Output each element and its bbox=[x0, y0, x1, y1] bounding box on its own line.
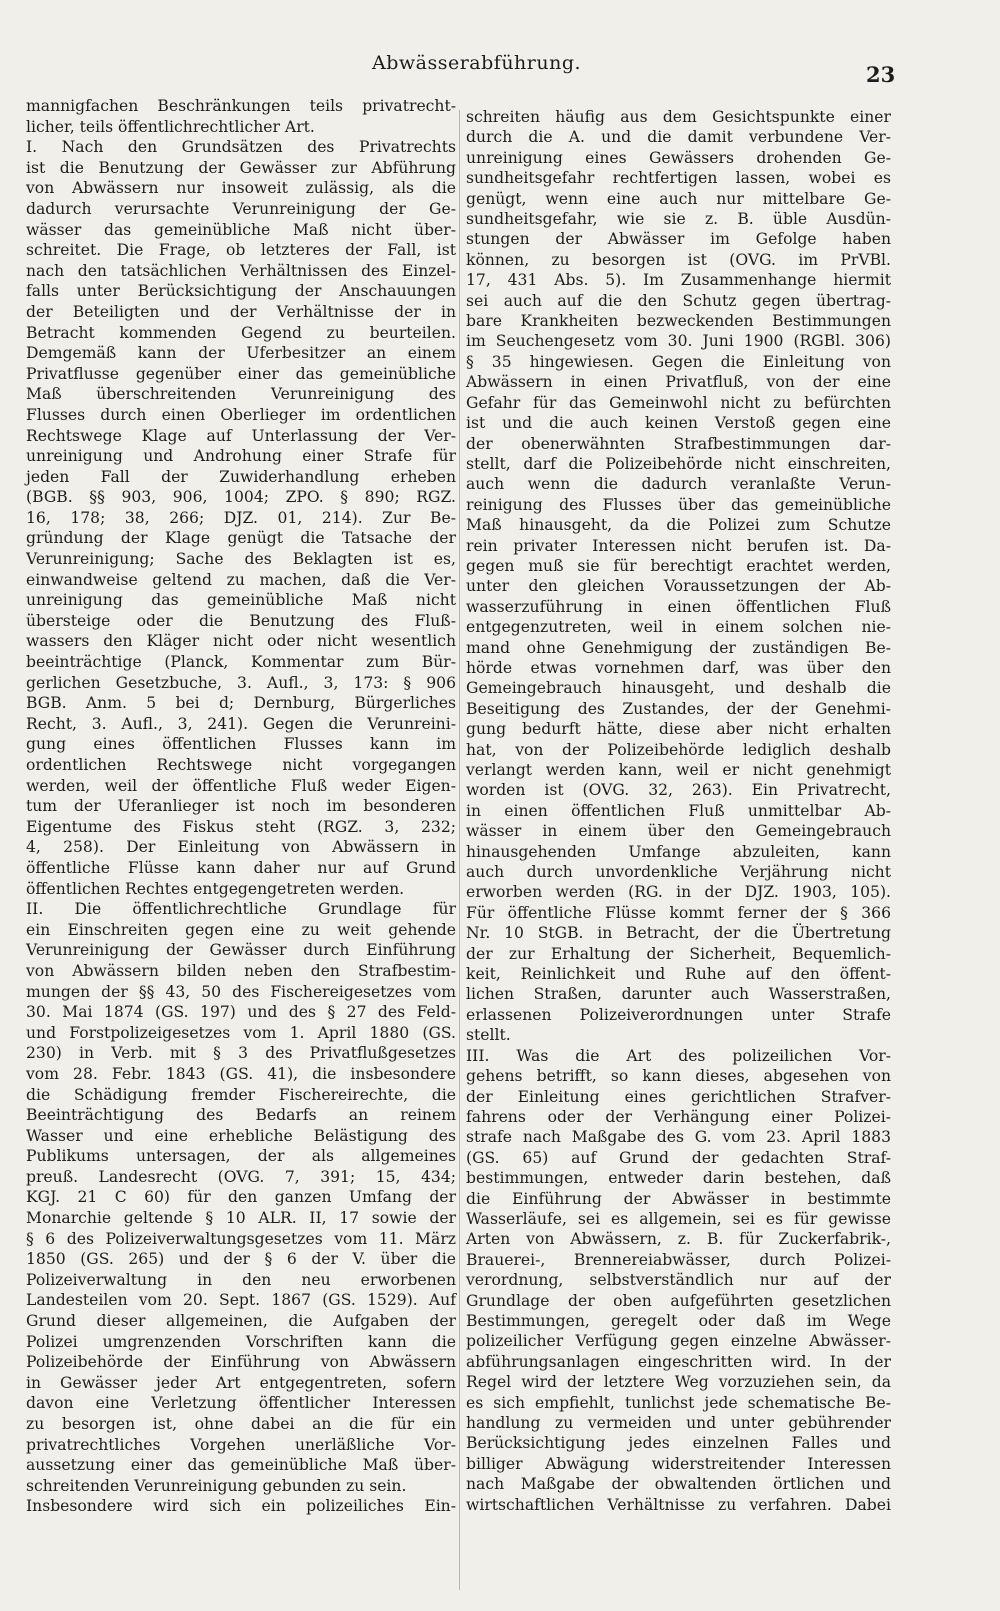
text-line: die Schädigung fremder Fischereirechte, die bbox=[26, 1085, 456, 1104]
text-line: Gemeingebrauch hinausgeht, und deshalb die bbox=[466, 679, 891, 698]
text-line: Demgemäß kann der Uferbesitzer an einem bbox=[26, 344, 456, 363]
text-line: billiger Abwägung widerstreitender Interessen bbox=[466, 1454, 891, 1473]
text-line: bare Krankheiten bezweckenden Bestimmungen bbox=[466, 312, 891, 331]
text-line: dadurch verursachte Verunreinigung der Ge- bbox=[26, 199, 456, 218]
text-line: Beeinträchtigung des Bedarfs an reinem bbox=[26, 1106, 456, 1125]
text-line: ist und die auch keinen Verstoß gegen eine bbox=[466, 414, 891, 433]
text-line: können, zu besorgen ist (OVG. im PrVBl. bbox=[466, 250, 891, 269]
text-line: 4, 258). Der Einleitung von Abwässern in bbox=[26, 838, 456, 857]
text-line: Eigentume des Fiskus steht (RGZ. 3, 232; bbox=[26, 817, 456, 836]
text-line: sei auch auf die den Schutz gegen übertrag- bbox=[466, 291, 891, 310]
text-line: stellt. bbox=[466, 1026, 511, 1045]
text-line: Grund dieser allgemeinen, die Aufgaben der bbox=[26, 1312, 456, 1331]
text-line: 1850 (GS. 265) und der § 6 der V. über die bbox=[26, 1250, 456, 1269]
text-line: bestimmungen, entweder darin bestehen, daß bbox=[466, 1169, 891, 1188]
text-line: rein privater Interessen nicht berufen ist. Da- bbox=[466, 536, 891, 555]
text-line: Abwässern in einen Privatfluß, von der eine bbox=[466, 373, 891, 392]
text-line: KGJ. 21 C 60) für den ganzen Umfang der bbox=[26, 1188, 456, 1207]
text-line: auch wenn die dadurch veranlaßte Verun- bbox=[466, 475, 891, 494]
text-line: reinigung des Flusses über das gemeinübliche bbox=[466, 495, 891, 514]
text-line: worden ist (OVG. 32, 263). Ein Privatrecht, bbox=[466, 781, 891, 800]
text-line: Landesteilen vom 20. Sept. 1867 (GS. 1529). Auf bbox=[26, 1291, 456, 1310]
text-line: beeinträchtige (Planck, Kommentar zum Bür- bbox=[26, 653, 456, 672]
text-line: sundheitsgefahr, wie sie z. B. üble Ausdün- bbox=[466, 210, 891, 229]
text-line: in einen öffentlichen Fluß unmittelbar Ab- bbox=[466, 801, 891, 820]
text-line: Arten von Abwässern, z. B. für Zuckerfabrik-, bbox=[466, 1230, 891, 1249]
text-line: ordentlichen Rechtswege nicht vorgegangen bbox=[26, 756, 456, 774]
text-line: gerlichen Gesetzbuche, 3. Aufl., 3, 173: § 906 bbox=[26, 673, 456, 692]
text-line: polizeilicher Verfügung gegen einzelne Abwässer- bbox=[466, 1332, 891, 1351]
text-line: gehens betrifft, so kann dieses, abgesehen von bbox=[466, 1067, 891, 1086]
text-line: keit, Reinlichkeit und Ruhe auf den öffent- bbox=[466, 965, 891, 984]
text-line: Verunreinigung; Sache des Beklagten ist es, bbox=[26, 550, 456, 569]
text-line: öffentliche Flüsse kann daher nur auf Grund bbox=[26, 858, 456, 877]
text-line: entgegenzutreten, weil in einem solchen nie- bbox=[466, 618, 891, 637]
text-line: III. Was die Art des polizeilichen Vor- bbox=[466, 1046, 891, 1065]
text-line: Bestimmungen, geregelt oder daß im Wege bbox=[466, 1311, 891, 1330]
text-line: Nr. 10 StGB. in Betracht, der die Übertretung bbox=[466, 924, 891, 943]
text-line: wässer das gemeinübliche Maß nicht über- bbox=[26, 220, 456, 239]
text-line: 230) in Verb. mit § 3 des Privatflußgesetzes bbox=[26, 1044, 456, 1063]
text-line: 30. Mai 1874 (GS. 197) und des § 27 des Feld- bbox=[26, 1003, 456, 1022]
left-text-column bbox=[26, 96, 456, 1517]
text-line: § 6 des Polizeiverwaltungsgesetzes vom 11. März bbox=[26, 1229, 456, 1248]
text-line: Berücksichtigung jedes einzelnen Falles und bbox=[466, 1434, 891, 1453]
text-line: der zur Erhaltung der Sicherheit, Bequemlich- bbox=[466, 944, 891, 963]
text-line: (GS. 65) auf Grund der gedachten Straf- bbox=[466, 1148, 891, 1167]
text-line: mannigfachen Beschränkungen teils privatrecht- bbox=[26, 97, 456, 115]
text-line: abführungsanlagen eingeschritten wird. In der bbox=[466, 1352, 891, 1371]
text-line: wirtschaftlichen Verhältnisse zu verfahren. Dabei bbox=[466, 1495, 891, 1514]
text-line: schreiten häufig aus dem Gesichtspunkte einer bbox=[466, 108, 891, 126]
text-line: einwandweise geltend zu machen, daß die Ver- bbox=[26, 570, 456, 589]
text-line: unreinigung und Androhung einer Strafe für bbox=[26, 447, 456, 466]
text-line: stellt, darf die Polizeibehörde nicht einschreiten, bbox=[466, 454, 891, 473]
text-line: aussetzung einer das gemeinübliche Maß über- bbox=[26, 1456, 456, 1475]
text-line: Regel wird der letztere Weg vorzuziehen sein, da bbox=[466, 1373, 891, 1392]
text-line: genügt, wenn eine auch nur mittelbare Ge- bbox=[466, 189, 891, 208]
text-line: Gefahr für das Gemeinwohl nicht zu befürchten bbox=[466, 393, 891, 412]
text-line: ist die Benutzung der Gewässer zur Abführung bbox=[26, 158, 456, 177]
text-line: Flusses durch einen Oberlieger im ordentlichen bbox=[26, 405, 456, 424]
text-line: gung eines öffentlichen Flusses kann im bbox=[26, 735, 456, 754]
text-line: Verunreinigung der Gewässer durch Einführung bbox=[26, 941, 456, 960]
text-line: nach Maßgabe der obwaltenden örtlichen und bbox=[466, 1475, 891, 1494]
text-line: Insbesondere wird sich ein polizeiliches Ein- bbox=[26, 1497, 456, 1516]
text-line: Maß überschreitenden Verunreinigung des bbox=[26, 385, 456, 404]
text-line: jeden Fall der Zuwiderhandlung erheben bbox=[26, 467, 456, 486]
right-text-column bbox=[466, 107, 891, 1515]
text-line: Brauerei-, Brennereiabwässer, durch Polizei- bbox=[466, 1250, 891, 1269]
page-number: 23 bbox=[866, 62, 896, 87]
text-line: durch die A. und die damit verbundene Ver- bbox=[466, 128, 891, 147]
text-line: unreinigung das gemeinübliche Maß nicht bbox=[26, 591, 456, 610]
text-line: davon eine Verletzung öffentlicher Interessen bbox=[26, 1394, 456, 1413]
text-line: hat, von der Polizeibehörde lediglich deshalb bbox=[466, 740, 891, 759]
text-line: II. Die öffentlichrechtliche Grundlage für bbox=[26, 900, 456, 919]
text-line: von Abwässern bilden neben den Strafbestim- bbox=[26, 961, 456, 980]
text-line: Polizei umgrenzenden Vorschriften kann die bbox=[26, 1332, 456, 1351]
text-line: (BGB. §§ 903, 906, 1004; ZPO. § 890; RGZ. bbox=[26, 488, 456, 507]
text-line: falls unter Berücksichtigung der Anschauungen bbox=[26, 282, 456, 301]
text-line: hörde etwas vornehmen darf, was über den bbox=[466, 658, 891, 677]
text-line: und Forstpolizeigesetzes vom 1. April 1880 (GS. bbox=[26, 1023, 456, 1042]
text-line: gegen muß sie für berechtigt erachtet werden, bbox=[466, 556, 891, 575]
text-line: von Abwässern nur insoweit zulässig, als die bbox=[26, 179, 456, 198]
column-divider bbox=[459, 110, 460, 1590]
text-line: der Einleitung eines gerichtlichen Strafver- bbox=[466, 1087, 891, 1106]
text-line: Polizeiverwaltung in den neu erworbenen bbox=[26, 1270, 456, 1289]
text-line: erlassenen Polizeiverordnungen unter Strafe bbox=[466, 1005, 891, 1024]
text-line: der obenerwähnten Strafbestimmungen dar- bbox=[466, 434, 891, 453]
text-line: im Seuchengesetz vom 30. Juni 1900 (RGBl. 306) bbox=[466, 332, 891, 351]
text-line: verlangt werden kann, weil er nicht genehmigt bbox=[466, 761, 891, 779]
text-line: übersteige oder die Benutzung des Fluß- bbox=[26, 611, 456, 630]
text-line: schreitenden Verunreinigung gebunden zu sein. bbox=[26, 1476, 407, 1495]
text-line: privatrechtliches Vorgehen unerläßliche Vor- bbox=[26, 1435, 456, 1454]
text-line: Monarchie geltende § 10 ALR. II, 17 sowie der bbox=[26, 1209, 456, 1228]
text-line: strafe nach Maßgabe des G. vom 23. April 1883 bbox=[466, 1128, 891, 1147]
text-line: Betracht kommenden Gegend zu beurteilen. bbox=[26, 323, 456, 342]
text-line: Beseitigung des Zustandes, der der Genehmi- bbox=[466, 699, 891, 718]
text-line: erworben werden (RG. in der DJZ. 1903, 105). bbox=[466, 883, 891, 902]
text-line: unter den gleichen Voraussetzungen der Ab- bbox=[466, 577, 891, 596]
text-line: Recht, 3. Aufl., 3, 241). Gegen die Verunreini- bbox=[26, 714, 456, 733]
text-line: stungen der Abwässer im Gefolge haben bbox=[466, 230, 891, 249]
text-line: preuß. Landesrecht (OVG. 7, 391; 15, 434; bbox=[26, 1167, 456, 1186]
text-line: Rechtswege Klage auf Unterlassung der Ver- bbox=[26, 426, 456, 445]
text-line: mand ohne Genehmigung der zuständigen Be- bbox=[466, 638, 891, 657]
text-line: unreinigung eines Gewässers drohenden Ge- bbox=[466, 148, 891, 167]
text-line: mungen der §§ 43, 50 des Fischereigesetzes vom bbox=[26, 982, 456, 1001]
text-line: wasserzuführung in einen öffentlichen Fluß bbox=[466, 597, 891, 616]
text-line: wässer in einem über den Gemeingebrauch bbox=[466, 822, 891, 841]
text-line: Privatflusse gegenüber einer das gemeinübliche bbox=[26, 364, 456, 383]
text-line: tum der Uferanlieger ist noch im besonderen bbox=[26, 797, 456, 816]
text-line: die Einführung der Abwässer in bestimmte bbox=[466, 1189, 891, 1208]
text-line: Publikums untersagen, der als allgemeines bbox=[26, 1147, 456, 1166]
text-line: zu besorgen ist, ohne dabei an die für ein bbox=[26, 1415, 456, 1433]
running-header: Abwässerabführung. bbox=[372, 52, 582, 74]
text-line: lichen Straßen, darunter auch Wasserstraßen, bbox=[466, 985, 891, 1004]
text-line: der Beteiligten und der Verhältnisse der in bbox=[26, 302, 456, 321]
text-line: vom 28. Febr. 1843 (GS. 41), die insbesondere bbox=[26, 1064, 456, 1083]
text-line: I. Nach den Grundsätzen des Privatrechts bbox=[26, 138, 456, 157]
text-line: es sich empfiehlt, tunlichst jede schematische Be- bbox=[466, 1393, 891, 1412]
text-line: licher, teils öffentlichrechtlicher Art. bbox=[26, 117, 315, 136]
text-line: Wasser und eine erhebliche Belästigung des bbox=[26, 1126, 456, 1145]
text-line: auch durch unvordenkliche Verjährung nicht bbox=[466, 863, 891, 882]
text-line: hinausgehenden Umfange abzuleiten, kann bbox=[466, 842, 891, 861]
text-line: Grundlage der oben aufgeführten gesetzlichen bbox=[466, 1291, 891, 1310]
text-line: schreitet. Die Frage, ob letzteres der Fall, ist bbox=[26, 241, 456, 260]
text-line: sundheitsgefahr rechtfertigen lassen, wobei es bbox=[466, 169, 891, 188]
text-line: Polizeibehörde der Einführung von Abwässern bbox=[26, 1353, 456, 1372]
text-line: in Gewässer jeder Art entgegentreten, sofern bbox=[26, 1373, 456, 1392]
text-line: wassers den Kläger nicht oder nicht wesentlich bbox=[26, 632, 456, 651]
text-line: verordnung, selbstverständlich nur auf der bbox=[466, 1271, 891, 1290]
text-line: § 35 hingewiesen. Gegen die Einleitung von bbox=[466, 352, 891, 371]
text-line: werden, weil der öffentliche Fluß weder Eigen- bbox=[26, 776, 456, 795]
text-line: Für öffentliche Flüsse kommt ferner der § 366 bbox=[466, 903, 891, 922]
text-line: fahrens oder der Verhängung einer Polizei- bbox=[466, 1107, 891, 1126]
text-line: handlung zu vermeiden und unter gebührender bbox=[466, 1414, 891, 1432]
text-line: BGB. Anm. 5 bei d; Dernburg, Bürgerliches bbox=[26, 694, 456, 713]
text-line: Maß hinausgeht, da die Polizei zum Schutze bbox=[466, 516, 891, 535]
text-line: gründung der Klage genügt die Tatsache der bbox=[26, 529, 456, 548]
text-line: ein Einschreiten gegen eine zu weit gehende bbox=[26, 920, 456, 939]
text-line: 17, 431 Abs. 5). Im Zusammenhange hiermit bbox=[466, 271, 891, 290]
text-line: Wasserläufe, sei es allgemein, sei es für gewisse bbox=[466, 1209, 891, 1228]
text-line: gung bedurft hätte, diese aber nicht erhalten bbox=[466, 720, 891, 739]
text-line: 16, 178; 38, 266; DJZ. 01, 214). Zur Be- bbox=[26, 508, 456, 527]
text-line: nach den tatsächlichen Verhältnissen des Einzel- bbox=[26, 261, 456, 280]
text-line: öffentlichen Rechtes entgegengetreten werden. bbox=[26, 879, 405, 898]
